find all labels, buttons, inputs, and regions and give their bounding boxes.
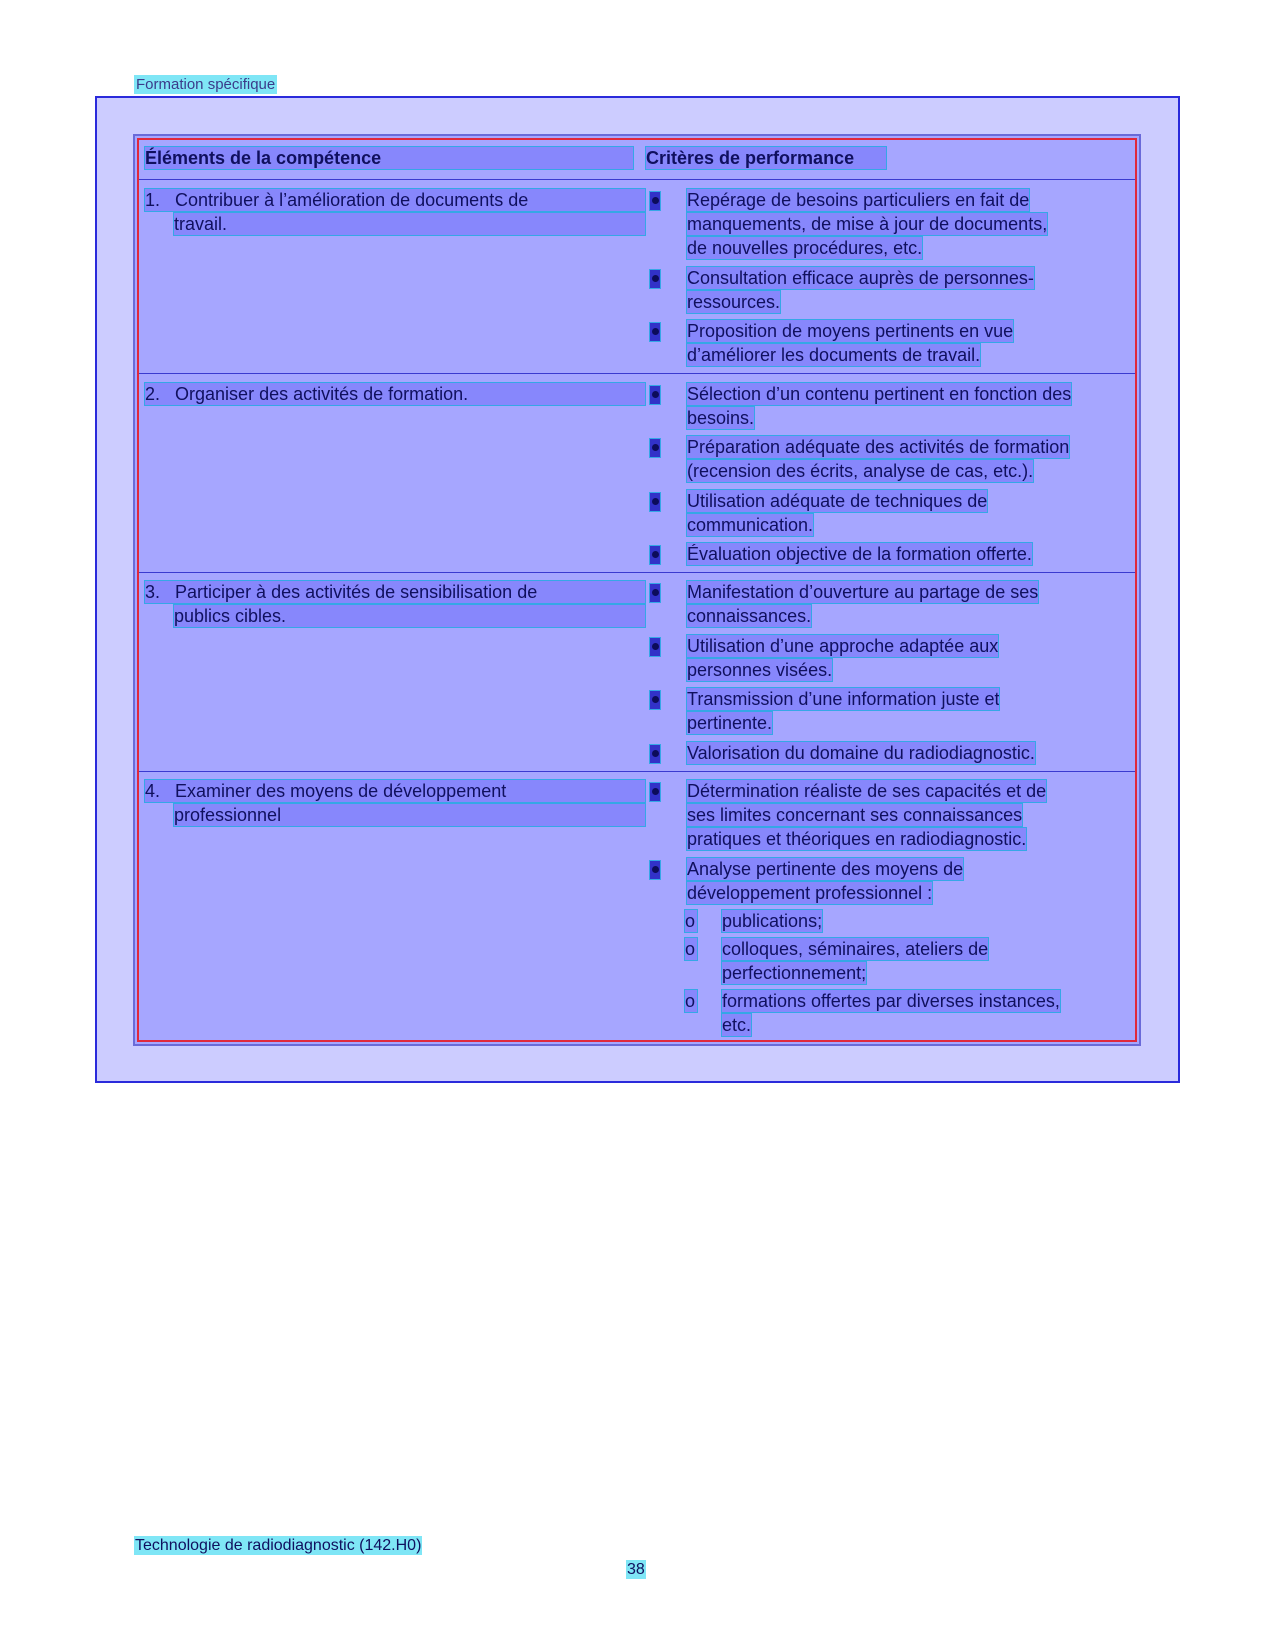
element-3-line-2: publics cibles. (174, 605, 645, 627)
element-2-line-1: 2. Organiser des activités de formation. (145, 383, 645, 405)
criterion-2-3-line-2: communication. (687, 515, 814, 535)
row-divider (139, 572, 1135, 573)
sub-bullet-marker: o (685, 939, 696, 959)
criterion-2-2-line-2: (recension des écrits, analyse de cas, etc.). (687, 461, 1034, 481)
element-3-line-1: 3. Participer à des activités de sensibilisation de (145, 581, 645, 603)
element-1-line-2: travail. (174, 213, 645, 235)
criterion-3-2-line-1: Utilisation d’une approche adaptée aux (687, 636, 999, 656)
criterion-2-4-line-1: Évaluation objective de la formation offerte. (687, 544, 1032, 564)
criterion-4-2-line-1: Analyse pertinente des moyens de (687, 859, 964, 879)
bullet-icon (650, 270, 660, 288)
sub-bullet-marker: o (685, 911, 696, 931)
bullet-icon (650, 638, 660, 656)
bullet-icon (650, 861, 660, 879)
row-divider (139, 771, 1135, 772)
bullet-icon (650, 546, 660, 564)
column-header-criteria: Critères de performance (646, 147, 886, 169)
subitem-3-line-1: formations offertes par diverses instances, (722, 991, 1060, 1011)
criterion-3-1-line-2: connaissances. (687, 606, 812, 626)
criterion-3-1-line-1: Manifestation d’ouverture au partage de ses (687, 582, 1039, 602)
criterion-2-1-line-2: besoins. (687, 408, 755, 428)
criterion-2-2-line-1: Préparation adéquate des activités de formation (687, 437, 1070, 457)
bullet-icon (650, 439, 660, 457)
column-header-elements: Éléments de la compétence (145, 147, 633, 169)
criterion-3-2-line-2: personnes visées. (687, 660, 833, 680)
criterion-2-1-line-1: Sélection d’un contenu pertinent en fonction des (687, 384, 1072, 404)
criterion-4-1-line-1: Détermination réaliste de ses capacités et de (687, 781, 1047, 801)
criterion-1-3-line-1: Proposition de moyens pertinents en vue (687, 321, 1014, 341)
criterion-1-1-line-3: de nouvelles procédures, etc. (687, 238, 923, 258)
element-4-line-2: professionnel (174, 804, 645, 826)
subitem-1-line-1: publications; (722, 911, 823, 931)
criterion-3-4-line-1: Valorisation du domaine du radiodiagnostic. (687, 743, 1035, 763)
subitem-2-line-2: perfectionnement; (722, 963, 867, 983)
element-1-line-1: 1. Contribuer à l’amélioration de documents de (145, 189, 645, 211)
bullet-icon (650, 323, 660, 341)
criterion-4-1-line-2: ses limites concernant ses connaissances (687, 805, 1023, 825)
criterion-1-3-line-2: d’améliorer les documents de travail. (687, 345, 981, 365)
bullet-icon (650, 691, 660, 709)
bullet-icon (650, 584, 660, 602)
subitem-2-line-1: colloques, séminaires, ateliers de (722, 939, 989, 959)
bullet-icon (650, 386, 660, 404)
bullet-icon (650, 493, 660, 511)
element-4-line-1: 4. Examiner des moyens de développement (145, 780, 645, 802)
running-header: Formation spécifique (136, 76, 276, 93)
criterion-3-3-line-2: pertinente. (687, 713, 773, 733)
criterion-4-2-line-2: développement professionnel : (687, 883, 933, 903)
row-divider (139, 373, 1135, 374)
criterion-1-2-line-2: ressources. (687, 292, 781, 312)
bullet-icon (650, 192, 660, 210)
subitem-3-line-2: etc. (722, 1015, 752, 1035)
bullet-icon (650, 783, 660, 801)
criterion-1-1-line-2: manquements, de mise à jour de documents, (687, 214, 1048, 234)
footer-program-title: Technologie de radiodiagnostic (142.H0) (135, 1537, 422, 1554)
bullet-icon (650, 745, 660, 763)
criterion-1-2-line-1: Consultation efficace auprès de personnes- (687, 268, 1034, 288)
row-divider (139, 179, 1135, 180)
sub-bullet-marker: o (685, 991, 696, 1011)
criterion-2-3-line-1: Utilisation adéquate de techniques de (687, 491, 988, 511)
criterion-1-1-line-1: Repérage de besoins particuliers en fait de (687, 190, 1030, 210)
page-number: 38 (627, 1561, 645, 1578)
criterion-3-3-line-1: Transmission d’une information juste et (687, 689, 1000, 709)
criterion-4-1-line-3: pratiques et théoriques en radiodiagnostic. (687, 829, 1027, 849)
